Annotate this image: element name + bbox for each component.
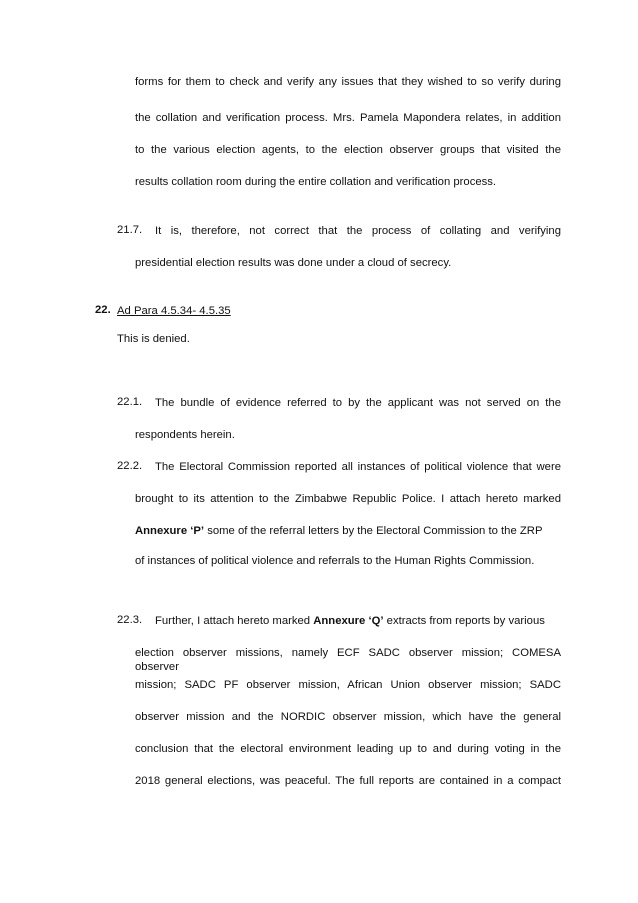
paragraph-number: 22.2.	[117, 460, 143, 472]
section-heading: Ad Para 4.5.34- 4.5.35	[117, 305, 231, 317]
paragraph-number: 22.1.	[117, 396, 143, 408]
paragraph-line	[155, 614, 545, 628]
paragraph-line	[135, 524, 561, 538]
paragraph-line: of instances of political violence and referrals to the Human Rights Commission.	[135, 555, 535, 567]
paragraph-line: election observer missions, namely ECF SADC observer mission; COMESA observer	[135, 647, 561, 673]
paragraph-line: to the various election agents, to the election observer groups that visited the	[135, 144, 561, 156]
paragraph-line: The Electoral Commission reported all instances of political violence that were	[155, 461, 561, 473]
paragraph-line: forms for them to check and verify any issues that they wished to so verify during	[135, 76, 561, 88]
paragraph-line: respondents herein.	[135, 429, 235, 441]
paragraph-line: observer mission and the NORDIC observer mission, which have the general	[135, 711, 561, 723]
paragraph-text: extracts from reports by various	[383, 615, 545, 627]
paragraph-line: the collation and verification process. Mrs. Pamela Mapondera relates, in addition	[135, 112, 561, 124]
paragraph-text: Further, I attach hereto marked	[155, 615, 314, 627]
section-statement: This is denied.	[117, 333, 190, 345]
paragraph-text: some of the referral letters by the Electoral Commission to the ZRP	[204, 525, 543, 537]
paragraph-line: conclusion that the electoral environment leading up to and during voting in the	[135, 743, 561, 755]
paragraph-line: brought to its attention to the Zimbabwe Republic Police. I attach hereto marked	[135, 493, 561, 505]
paragraph-line: mission; SADC PF observer mission, African Union observer mission; SADC	[135, 679, 561, 691]
paragraph-number: 21.7.	[117, 224, 143, 236]
paragraph-number: 22.3.	[117, 614, 143, 626]
section-number: 22.	[95, 304, 111, 316]
paragraph-line: The bundle of evidence referred to by the applicant was not served on the	[155, 397, 561, 409]
annexure-reference: Annexure ‘P’	[135, 525, 205, 537]
paragraph-line: results collation room during the entire collation and verification process.	[135, 176, 497, 188]
paragraph-line: presidential election results was done under a cloud of secrecy.	[135, 257, 452, 269]
paragraph-line: It is, therefore, not correct that the process of collating and verifying	[155, 225, 561, 237]
paragraph-line: 2018 general elections, was peaceful. The full reports are contained in a compact	[135, 775, 561, 787]
annexure-reference: Annexure ‘Q’	[313, 615, 384, 627]
